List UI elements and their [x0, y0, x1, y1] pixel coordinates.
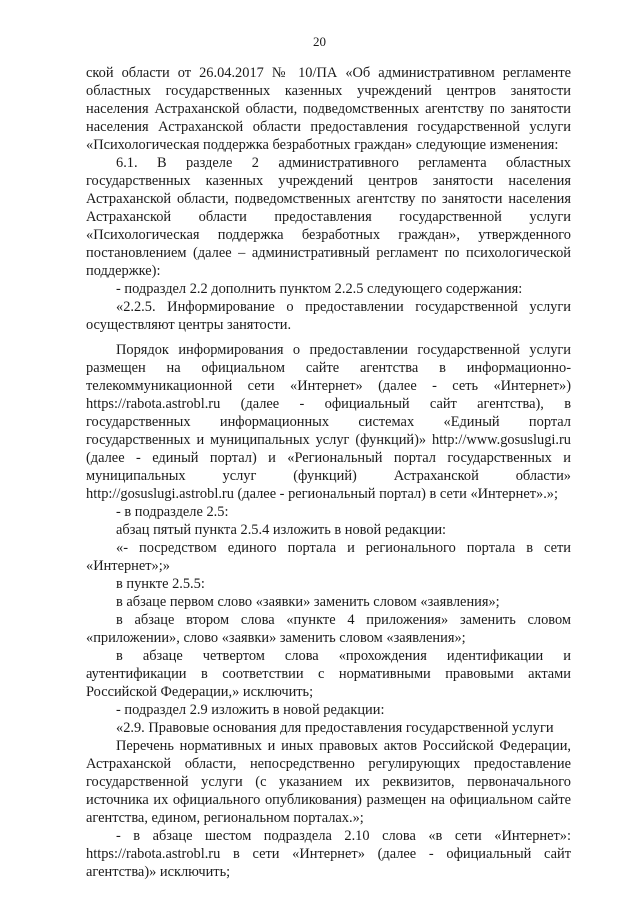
- paragraph: Порядок информирования о предоставлении государственной услуги размещен на официальном сайте агентства в информационно-телекоммуникационной сети «Интернет» (далее - сеть «Интернет») https://rabota.astrobl.ru (далее - официальный сайт агентства), в государственных информационных системах «Единый портал государственных и муниципальных услуг (функций)» http://www.gosuslugi.ru (далее - единый портал) и «Региональный портал государственных и муниципальных услуг (функций) Астраханской области» http://gosuslugi.astrobl.ru (далее - региональный портал) в сети «Интернет».»;: [86, 342, 571, 502]
- paragraph: «2.2.5. Информирование о предоставлении государственной услуги осуществляют центры занятости.: [86, 299, 571, 333]
- paragraph: «- посредством единого портала и регионального портала в сети «Интернет»;»: [86, 540, 571, 574]
- paragraph: в абзаце втором слова «пункте 4 приложения» заменить словом «приложении», слово «заявки» заменить словом «заявления»;: [86, 612, 571, 646]
- paragraph: 6.1. В разделе 2 административного регламента областных государственных казенных учреждений центров занятости населения Астраханской области, подведомственных агентству по занятости населения Астраханской области предоставления государственной услуги «Психологическая поддержка безработных граждан», утвержденного постановлением (далее – административный регламент по психологической поддержке):: [86, 155, 571, 279]
- paragraph: - в абзаце шестом подраздела 2.10 слова «в сети «Интернет»: https://rabota.astrobl.ru в сети «Интернет» (далее - официальный сайт агентства)» исключить;: [86, 828, 571, 880]
- paragraph: - подраздел 2.2 дополнить пунктом 2.2.5 следующего содержания:: [116, 281, 523, 297]
- paragraph: абзац пятый пункта 2.5.4 изложить в новой редакции:: [116, 522, 447, 538]
- paragraph: «2.9. Правовые основания для предоставления государственной услуги: [116, 720, 554, 736]
- paragraph: ской области от 26.04.2017 № 10/ПА «Об административном регламенте областных государственных казенных учреждений центров занятости населения Астраханской области, подведомственных агентству по занятости населения Астраханской области предоставления государственной услуги «Психологическая поддержка безработных граждан» следующие изменения:: [86, 65, 571, 153]
- paragraph: Перечень нормативных и иных правовых актов Российской Федерации, Астраханской области, непосредственно регулирующих предоставление государственной услуги (с указанием их реквизитов, первоначального источника их официального опубликования) размещен на официальном сайте агентства, едином, региональном порталах.»;: [86, 738, 571, 826]
- paragraph: в пункте 2.5.5:: [116, 576, 205, 592]
- paragraph: - подраздел 2.9 изложить в новой редакции:: [116, 702, 385, 718]
- document-body: [86, 64, 571, 881]
- paragraph: - в подразделе 2.5:: [116, 504, 229, 520]
- paragraph: в абзаце четвертом слова «прохождения идентификации и аутентификации в соответствии с нормативными правовыми актами Российской Федерации,» исключить;: [86, 648, 571, 700]
- paragraph: в абзаце первом слово «заявки» заменить словом «заявления»;: [116, 594, 500, 610]
- page-number: 20: [313, 34, 326, 49]
